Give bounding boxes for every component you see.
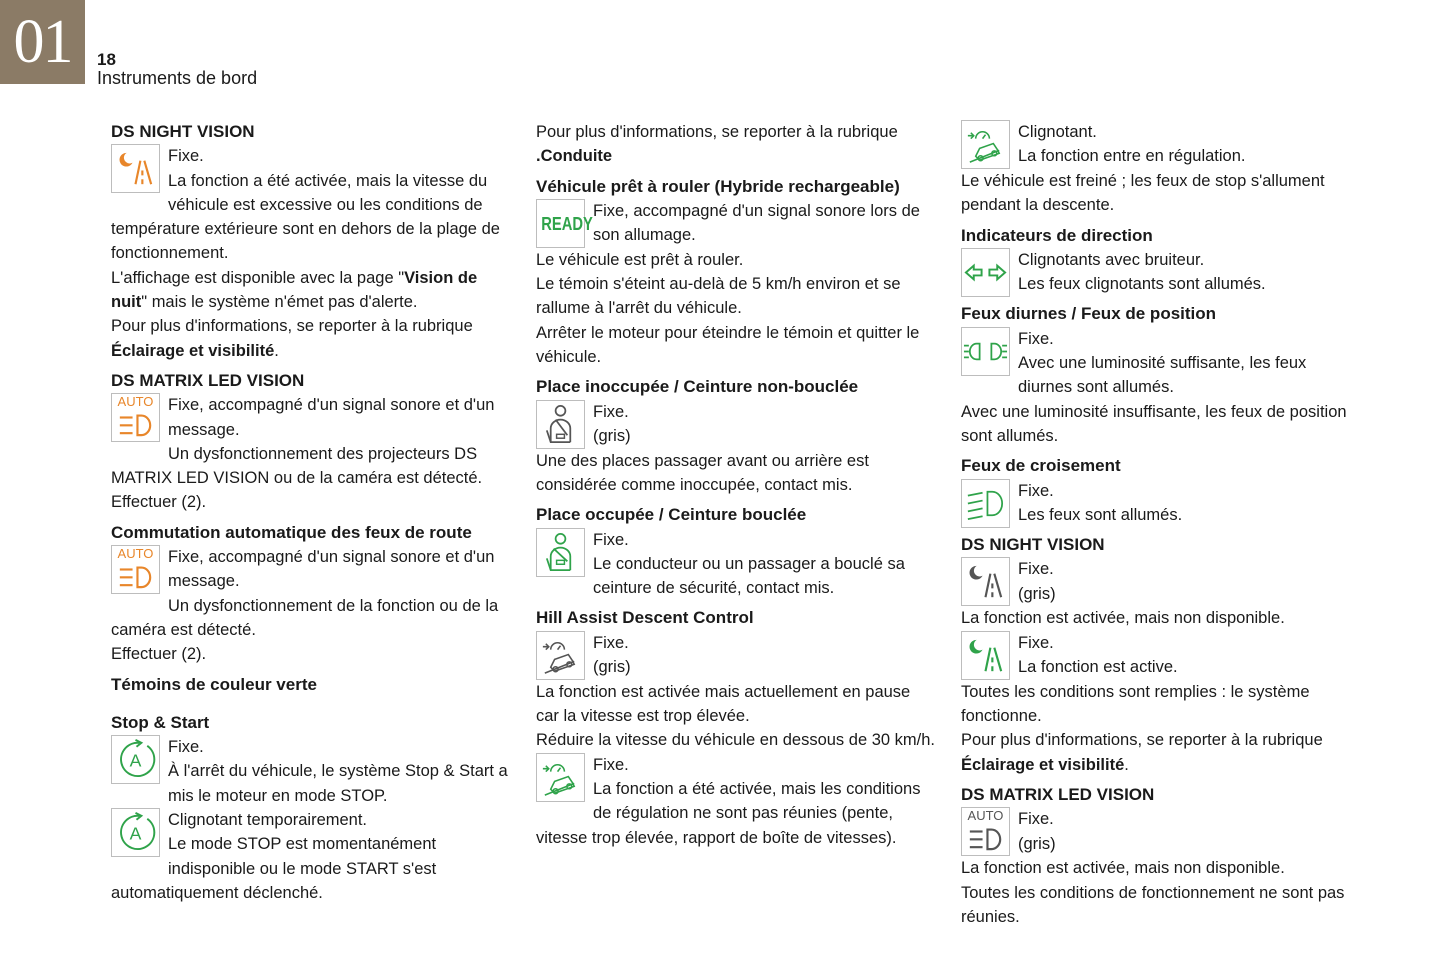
section-heading: Indicateurs de direction (961, 225, 1153, 245)
text: La fonction a été activée, mais les conditions de régulation ne sont pas réunies (pente, vitesse trop élevée, rapport de boîte de vitesses). (536, 779, 921, 847)
text: Avec une luminosité suffisante, les feux diurnes sont allumés. (1018, 354, 1307, 397)
text: Le conducteur ou un passager a bouclé sa ceinture de sécurité, contact mis. (593, 554, 905, 598)
text: Fixe. (1018, 633, 1054, 652)
text: La fonction est activée, mais non disponible. (961, 859, 1285, 878)
seat-unoccupied-section (536, 375, 936, 497)
section-heading: DS MATRIX LED VISION (961, 784, 1155, 804)
stop-start-letter: A (129, 750, 142, 771)
text: Clignotants avec bruiteur. (1018, 250, 1205, 269)
text: Fixe. (1018, 329, 1054, 348)
section-heading: DS NIGHT VISION (111, 122, 255, 141)
text: La fonction a été activée, mais la vitesse du véhicule est excessive ou les conditions de température extérieure sont en dehors de la plage de fonctionnement. (111, 171, 500, 263)
stop-start-icon (111, 735, 160, 784)
auto-headlight-icon (111, 393, 160, 442)
text: Effectuer (2). (111, 645, 207, 664)
text: Fixe. (168, 147, 204, 166)
hill-descent-icon (536, 753, 585, 802)
auto-label: AUTO (117, 394, 154, 410)
daytime-lights-section (961, 302, 1361, 448)
section-heading: Hill Assist Descent Control (536, 608, 754, 628)
section-title: Instruments de bord (97, 68, 258, 88)
text: Fixe. (1018, 810, 1054, 829)
page-number: 18 (97, 50, 116, 69)
text: Pour plus d'informations, se reporter à la rubrique (111, 317, 473, 336)
text: Fixe. (593, 755, 629, 774)
text: Pour plus d'informations, se reporter à la rubrique (536, 123, 898, 141)
text: Toutes les conditions de fonctionnement ne sont pas réunies. (961, 883, 1345, 926)
section-heading: Feux diurnes / Feux de position (961, 304, 1217, 324)
text: Le mode STOP est momentanément indisponible ou le mode START s'est automatiquement déclenché. (111, 835, 437, 902)
section-heading: DS MATRIX LED VISION (111, 370, 305, 390)
text: Effectuer (2). (111, 493, 207, 512)
section-heading: Feux de croisement (961, 456, 1121, 476)
column-1 (111, 120, 516, 911)
text: Pour plus d'informations, se reporter à la rubrique (961, 731, 1323, 750)
section-heading: Place occupée / Ceinture bouclée (536, 505, 807, 525)
text: (gris) (1018, 584, 1056, 603)
hill-descent-section (536, 606, 936, 849)
text: La fonction est activée, mais non disponible. (961, 609, 1285, 628)
hill-descent-icon (961, 120, 1010, 169)
section-heading: Témoins de couleur verte (111, 674, 317, 694)
low-beam-section (961, 454, 1361, 527)
low-beam-icon (961, 479, 1010, 528)
text: Les feux sont allumés. (1018, 505, 1183, 524)
night-vision-icon (961, 557, 1010, 606)
section-heading: Place inoccupée / Ceinture non-bouclée (536, 377, 859, 397)
ready-icon (536, 199, 593, 248)
text: Toutes les conditions sont remplies : le système fonctionne. (961, 682, 1310, 726)
stop-start-letter: A (129, 823, 142, 844)
text: " mais le système n'émet pas d'alerte. (141, 293, 418, 312)
text: Fixe. (593, 530, 629, 549)
text: Réduire la vitesse du véhicule en dessous de 30 km/h. (536, 731, 935, 750)
night-vision-icon (961, 631, 1010, 680)
ready-section (536, 175, 936, 370)
intro-block (536, 120, 936, 169)
text: . (1124, 755, 1129, 774)
text: À l'arrêt du véhicule, le système Stop & Start a mis le moteur en mode STOP. (168, 762, 508, 805)
text: L'affichage est disponible avec la page " (111, 268, 405, 287)
text-bold: Éclairage et visibilité (961, 755, 1125, 774)
text: Fixe. (1018, 481, 1054, 500)
seatbelt-fastened-icon (536, 528, 585, 577)
daytime-lights-icon (961, 327, 1010, 376)
chapter-badge: 01 (0, 0, 85, 84)
section-heading: DS NIGHT VISION (961, 535, 1105, 555)
column-2 (536, 120, 936, 856)
section-heading: Stop & Start (111, 712, 210, 732)
text: Clignotant temporairement. (168, 811, 368, 830)
text: Le témoin s'éteint au-delà de 5 km/h environ et se rallume à l'arrêt du véhicule. (536, 275, 901, 318)
auto-headlight-icon (111, 545, 160, 594)
text: Le véhicule est freiné ; les feux de stop s'allument pendant la descente. (961, 172, 1325, 215)
text-bold: Vision de nuit (111, 268, 478, 312)
text-bold: .Conduite (536, 147, 613, 166)
section-heading: Commutation automatique des feux de route (111, 522, 472, 542)
text: Les feux clignotants sont allumés. (1018, 275, 1266, 294)
text: La fonction entre en régulation. (1018, 147, 1246, 166)
text: La fonction est activée mais actuellement en pause car la vitesse est trop élevée. (536, 682, 911, 726)
text: Le véhicule est prêt à rouler. (536, 250, 744, 269)
text: (gris) (593, 426, 631, 445)
text: Avec une luminosité insuffisante, les feux de position sont allumés. (961, 402, 1347, 445)
text: (gris) (1018, 834, 1056, 853)
text: Fixe. (593, 633, 629, 652)
text: Un dysfonctionnement de la fonction ou de la caméra est détecté. (111, 596, 499, 639)
ready-label: READY (541, 213, 593, 234)
auto-high-beam-section (111, 521, 516, 667)
text: (gris) (593, 658, 631, 677)
auto-headlight-icon (961, 807, 1010, 856)
auto-label: AUTO (967, 808, 1004, 824)
text: Fixe. (1018, 560, 1054, 579)
hill-descent-icon (536, 631, 585, 680)
text-bold: Éclairage et visibilité (111, 341, 275, 360)
night-vision-section (111, 120, 516, 363)
text: Arrêter le moteur pour éteindre le témoin et quitter le véhicule. (536, 323, 920, 367)
turn-signal-icon (961, 248, 1010, 297)
stop-start-section (111, 711, 516, 905)
night-vision-icon (111, 144, 160, 193)
column-3 (961, 120, 1361, 935)
text: Une des places passager avant ou arrière est considérée comme inoccupée, contact mis. (536, 451, 869, 494)
night-vision-green-section (961, 533, 1361, 777)
text: Fixe, accompagné d'un signal sonore lors de son allumage. (593, 201, 920, 245)
stop-start-icon (111, 808, 160, 857)
hill-descent-continued (961, 120, 1361, 218)
direction-indicators-section (961, 224, 1361, 297)
section-heading: Véhicule prêt à rouler (Hybride rechargeable) (536, 176, 900, 196)
text: Fixe. (168, 738, 204, 757)
green-lights-heading-block (111, 673, 516, 697)
text: Fixe, accompagné d'un signal sonore et d'un message. (168, 396, 495, 439)
text: Fixe. (593, 402, 629, 421)
seat-occupied-section (536, 503, 936, 600)
matrix-led-grey-section (961, 783, 1361, 929)
matrix-led-section (111, 369, 516, 515)
text: Un dysfonctionnement des projecteurs DS MATRIX LED VISION ou de la caméra est détecté. (111, 444, 483, 488)
text: Fixe, accompagné d'un signal sonore et d'un message. (168, 548, 495, 591)
auto-label: AUTO (117, 546, 154, 562)
text: La fonction est active. (1018, 658, 1178, 677)
text: . (274, 341, 279, 360)
text: Clignotant. (1018, 123, 1097, 141)
seatbelt-icon (536, 400, 585, 449)
